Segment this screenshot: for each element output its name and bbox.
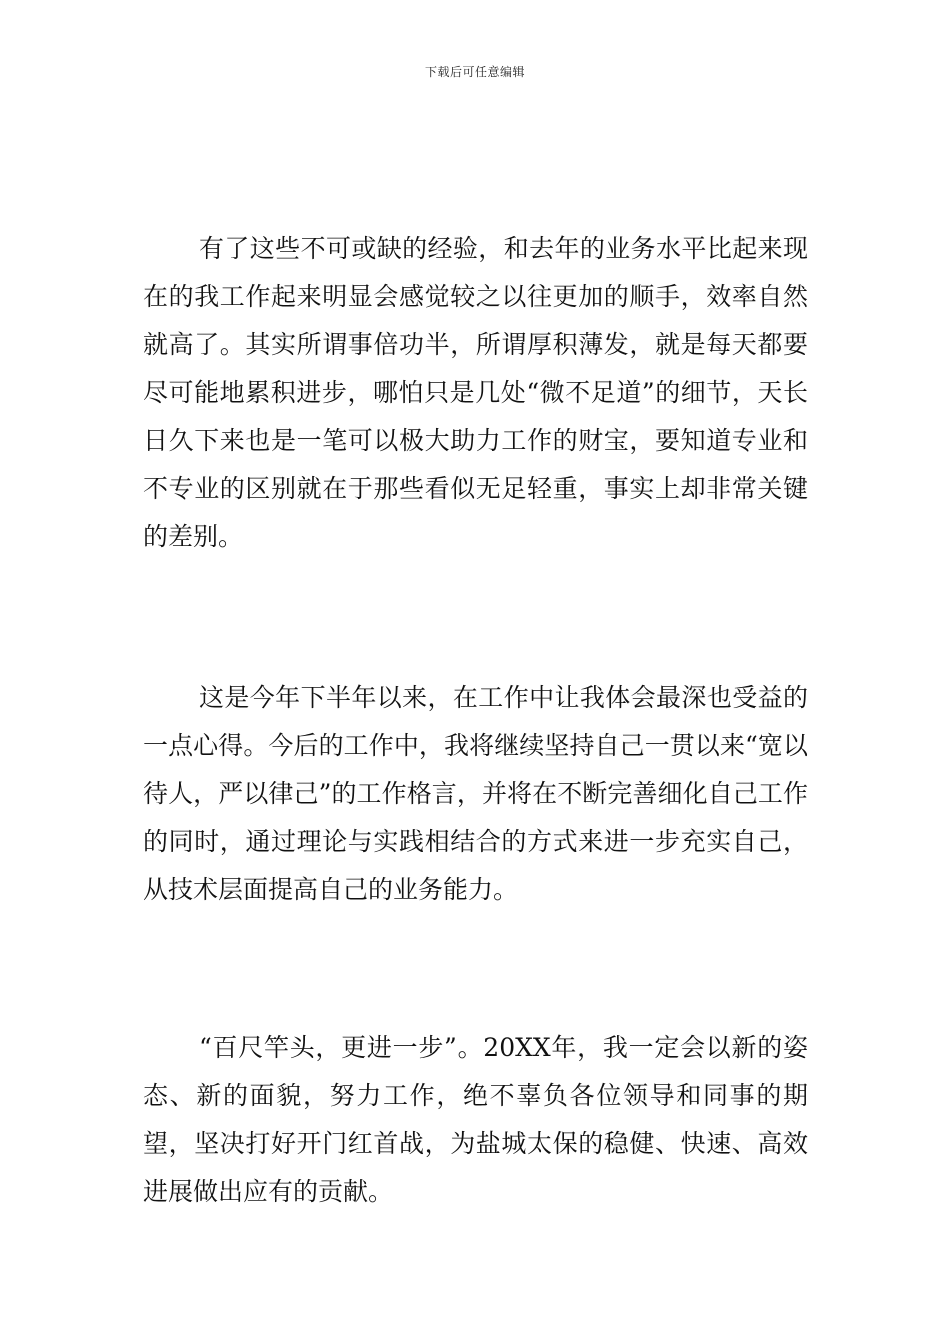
body-paragraph-1: 有了这些不可或缺的经验，和去年的业务水平比起来现在的我工作起来明显会感觉较之以往更加的顺手，效率自然就高了。其实所谓事倍功半，所谓厚积薄发，就是每天都要尽可能地累积进步，哪怕只是几处“微不足道”的细节，天长日久下来也是一笔可以极大助力工作的财宝，要知道专业和不专业的区别就在于那些看似无足轻重，事实上却非常关键的差别。 (143, 234, 808, 551)
body-paragraph-2: 这是今年下半年以来，在工作中让我体会最深也受益的一点心得。今后的工作中，我将继续坚持自己一贯以来“宽以待人，严以律己”的工作格言，并将在不断完善细化自己工作的同时，通过理论与实践相结合的方式来进一步充实自己，从技术层面提高自己的业务能力。 (143, 683, 808, 904)
page-header-note: 下载后可任意编辑 (424, 65, 525, 79)
body-paragraph-3: “百尺竿头，更进一步”。20XX年，我一定会以新的姿态、新的面貌，努力工作，绝不辜负各位领导和同事的期望，坚决打好开门红首战，为盐城太保的稳健、快速、高效进展做出应有的贡献。 (143, 1033, 808, 1206)
